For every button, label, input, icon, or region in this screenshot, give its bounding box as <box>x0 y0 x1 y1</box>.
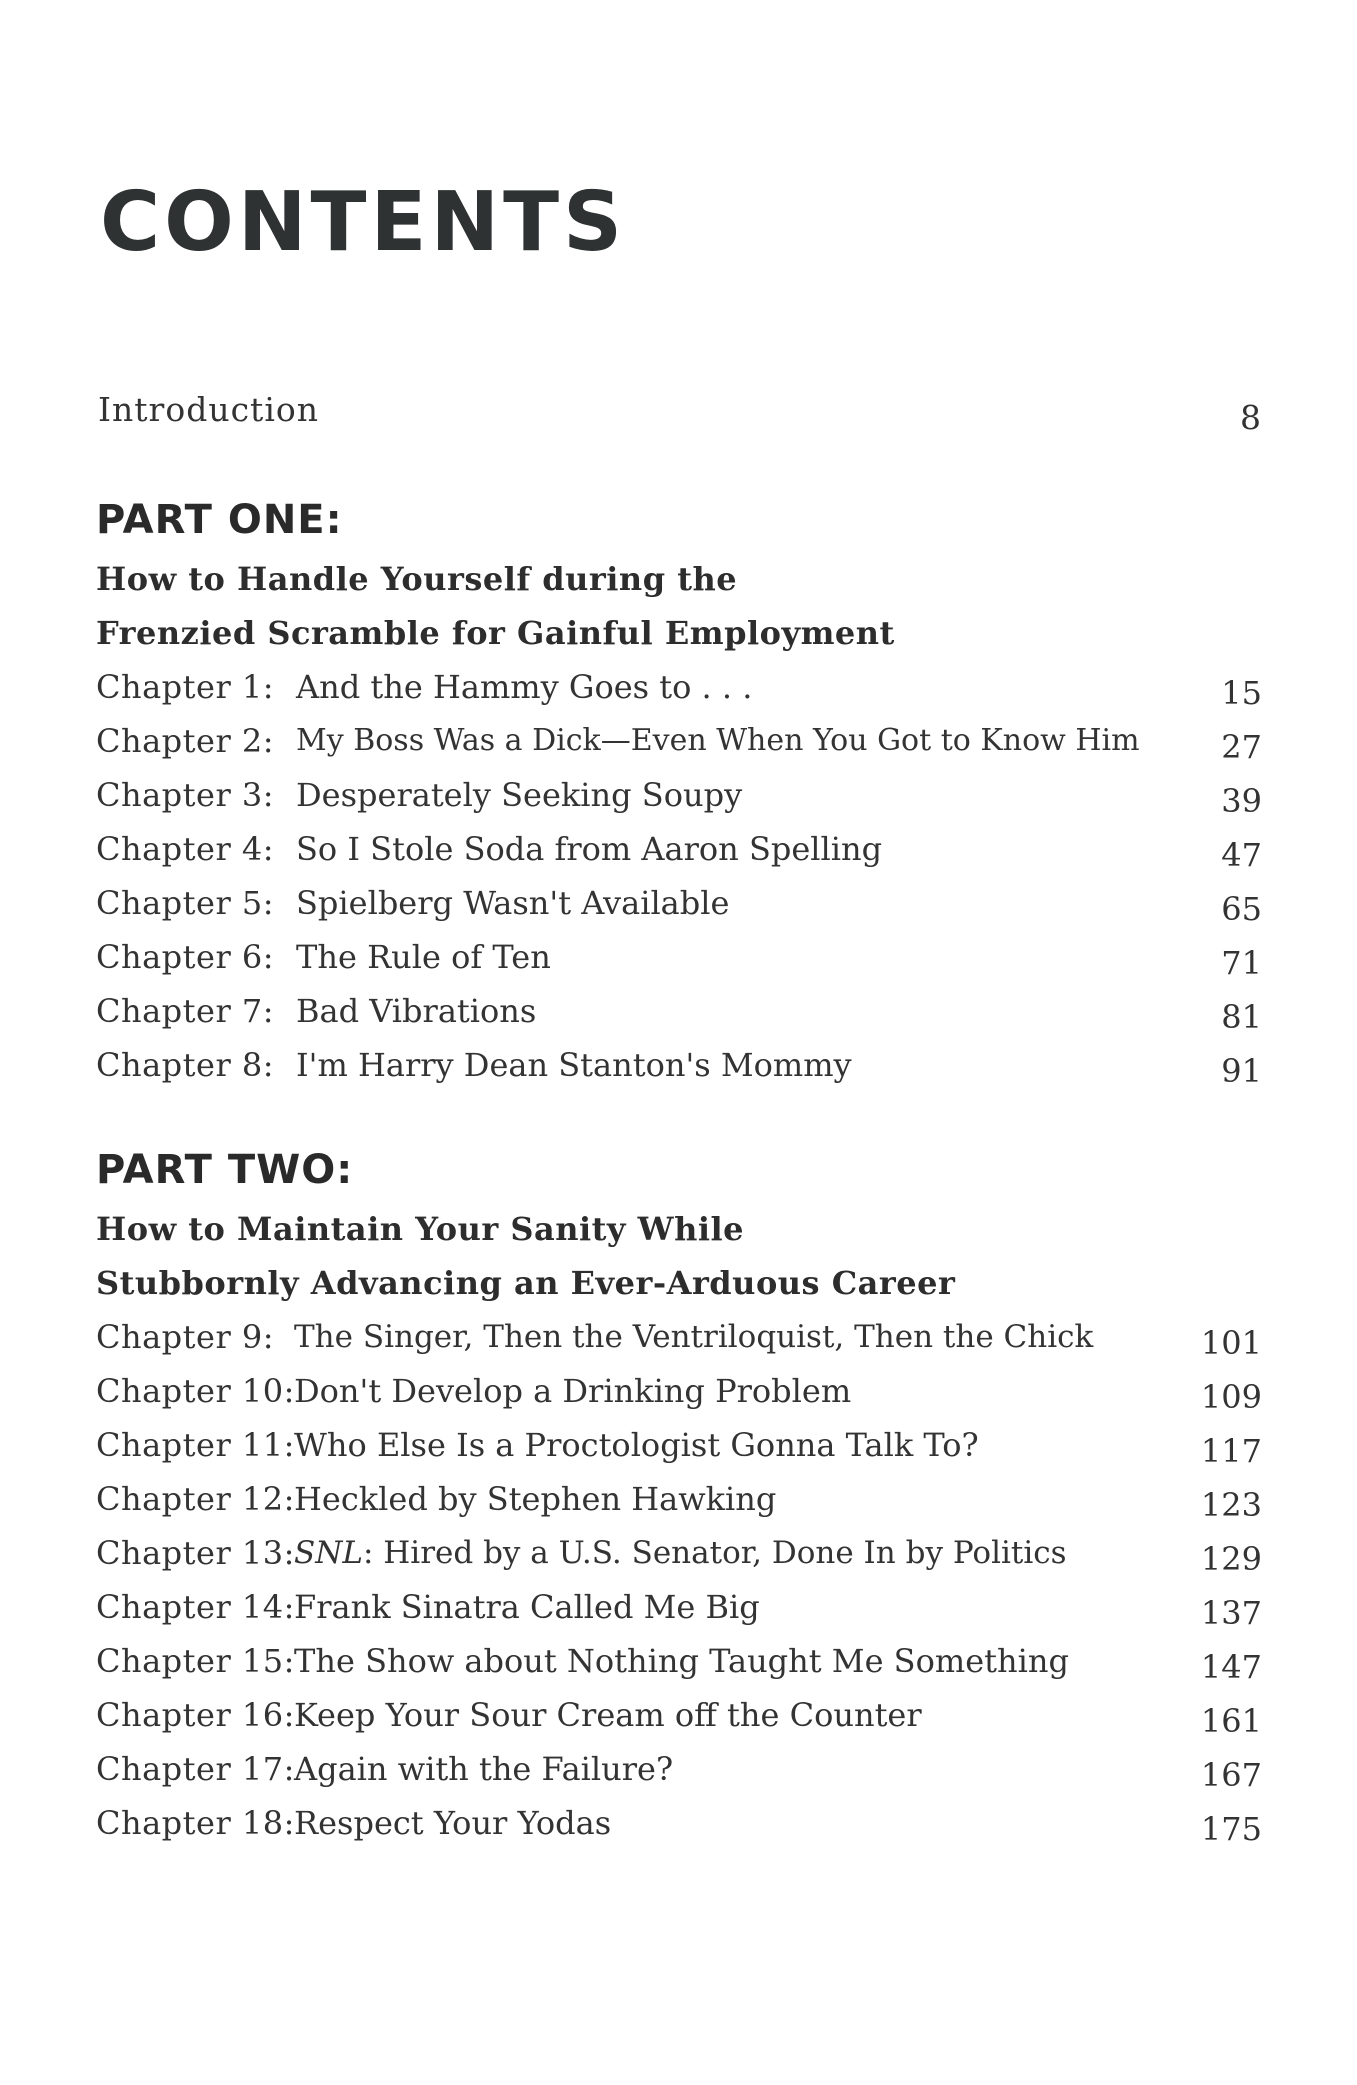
chapter-number: Chapter 10: <box>96 1372 295 1410</box>
part-two-section <box>96 1138 1262 1850</box>
chapter-title: My Boss Was a Dick—Even When You Got to Know Him <box>296 723 1140 758</box>
toc-entry-chapter-5[interactable] <box>96 876 1262 930</box>
chapter-page-number: 71 <box>1221 944 1262 982</box>
chapter-list <box>96 1310 1262 1850</box>
chapter-number: Chapter 6: <box>96 938 275 976</box>
chapter-page-number: 91 <box>1221 1052 1262 1090</box>
part-subtitle-line: Frenzied Scramble for Gainful Employment <box>96 614 895 652</box>
chapter-title: I'm Harry Dean Stanton's Mommy <box>296 1046 852 1084</box>
toc-entry-introduction[interactable] <box>98 390 1262 440</box>
chapter-number: Chapter 11: <box>96 1426 295 1464</box>
toc-entry-chapter-3[interactable] <box>96 768 1262 822</box>
chapter-number: Chapter 18: <box>96 1804 295 1842</box>
chapter-title: So I Stole Soda from Aaron Spelling <box>296 830 883 868</box>
chapter-number: Chapter 1: <box>96 668 275 706</box>
chapter-page-number: 27 <box>1221 728 1262 766</box>
chapter-number: Chapter 5: <box>96 884 275 922</box>
chapter-title <box>294 1526 1067 1580</box>
chapter-page-number: 117 <box>1200 1432 1262 1470</box>
toc-entry-chapter-18[interactable] <box>96 1796 1262 1850</box>
toc-entry-chapter-9[interactable] <box>96 1310 1262 1364</box>
toc-entry-chapter-10[interactable] <box>96 1364 1262 1418</box>
part-heading: PART TWO: <box>96 1147 354 1193</box>
toc-entry-chapter-12[interactable] <box>96 1472 1262 1526</box>
chapter-page-number: 65 <box>1221 890 1262 928</box>
chapter-title: The Rule of Ten <box>296 938 551 976</box>
chapter-title: Heckled by Stephen Hawking <box>294 1480 777 1518</box>
toc-entry-chapter-1[interactable] <box>96 660 1262 714</box>
chapter-page-number: 161 <box>1200 1702 1262 1740</box>
chapter-number: Chapter 14: <box>96 1588 295 1626</box>
chapter-page-number: 129 <box>1200 1540 1262 1578</box>
toc-entry-chapter-4[interactable] <box>96 822 1262 876</box>
toc-entry-chapter-2[interactable] <box>96 714 1262 768</box>
toc-entry-chapter-16[interactable] <box>96 1688 1262 1742</box>
chapter-title: Spielberg Wasn't Available <box>296 884 730 922</box>
part-heading: PART ONE: <box>96 497 343 543</box>
chapter-number: Chapter 17: <box>96 1750 295 1788</box>
chapter-title: The Show about Nothing Taught Me Something <box>294 1642 1069 1680</box>
toc-entry-chapter-17[interactable] <box>96 1742 1262 1796</box>
chapter-page-number: 175 <box>1200 1810 1262 1848</box>
part-subtitle-line: How to Maintain Your Sanity While <box>96 1210 745 1248</box>
chapter-title: Don't Develop a Drinking Problem <box>294 1372 852 1410</box>
chapter-number: Chapter 9: <box>96 1318 275 1356</box>
chapter-number: Chapter 2: <box>96 722 275 760</box>
chapter-page-number: 39 <box>1221 782 1262 820</box>
page-title: CONTENTS <box>100 175 627 270</box>
chapter-title: Respect Your Yodas <box>294 1804 612 1842</box>
chapter-number: Chapter 16: <box>96 1696 295 1734</box>
chapter-page-number: 47 <box>1221 836 1262 874</box>
chapter-title: And the Hammy Goes to . . . <box>296 668 753 706</box>
chapter-page-number: 147 <box>1200 1648 1262 1686</box>
chapter-title-rest: : Hired by a U.S. Senator, Done In by Politics <box>362 1535 1067 1571</box>
chapter-number: Chapter 12: <box>96 1480 295 1518</box>
chapter-title: Who Else Is a Proctologist Gonna Talk To? <box>294 1426 979 1464</box>
chapter-title-italic: SNL <box>294 1535 363 1571</box>
chapter-list <box>96 660 1262 1092</box>
chapter-page-number: 81 <box>1221 998 1262 1036</box>
toc-entry-chapter-8[interactable] <box>96 1038 1262 1092</box>
chapter-title: The Singer, Then the Ventriloquist, Then the Chick <box>294 1319 1094 1355</box>
toc-entry-chapter-14[interactable] <box>96 1580 1262 1634</box>
chapter-title: Keep Your Sour Cream off the Counter <box>294 1696 922 1734</box>
chapter-title: Again with the Failure? <box>294 1750 674 1788</box>
toc-entry-chapter-7[interactable] <box>96 984 1262 1038</box>
entry-title: Introduction <box>98 390 319 429</box>
toc-entry-chapter-11[interactable] <box>96 1418 1262 1472</box>
chapter-title: Bad Vibrations <box>296 992 537 1030</box>
toc-entry-chapter-13[interactable] <box>96 1526 1262 1580</box>
part-subtitle-line: Stubbornly Advancing an Ever-Arduous Career <box>96 1264 956 1302</box>
chapter-page-number: 101 <box>1200 1324 1262 1362</box>
chapter-number: Chapter 13: <box>96 1534 295 1572</box>
toc-entry-chapter-6[interactable] <box>96 930 1262 984</box>
chapter-title: Frank Sinatra Called Me Big <box>294 1588 760 1626</box>
chapter-page-number: 109 <box>1200 1378 1262 1416</box>
chapter-number: Chapter 7: <box>96 992 275 1030</box>
chapter-page-number: 137 <box>1200 1594 1262 1632</box>
chapter-page-number: 167 <box>1200 1756 1262 1794</box>
chapter-number: Chapter 3: <box>96 776 275 814</box>
chapter-title: Desperately Seeking Soupy <box>296 776 743 814</box>
chapter-page-number: 15 <box>1221 674 1262 712</box>
entry-page-number: 8 <box>1240 398 1262 437</box>
toc-entry-chapter-15[interactable] <box>96 1634 1262 1688</box>
chapter-number: Chapter 15: <box>96 1642 295 1680</box>
part-subtitle-line: How to Handle Yourself during the <box>96 560 738 598</box>
chapter-page-number: 123 <box>1200 1486 1262 1524</box>
part-one-section <box>96 488 1262 1092</box>
chapter-number: Chapter 8: <box>96 1046 275 1084</box>
chapter-number: Chapter 4: <box>96 830 275 868</box>
